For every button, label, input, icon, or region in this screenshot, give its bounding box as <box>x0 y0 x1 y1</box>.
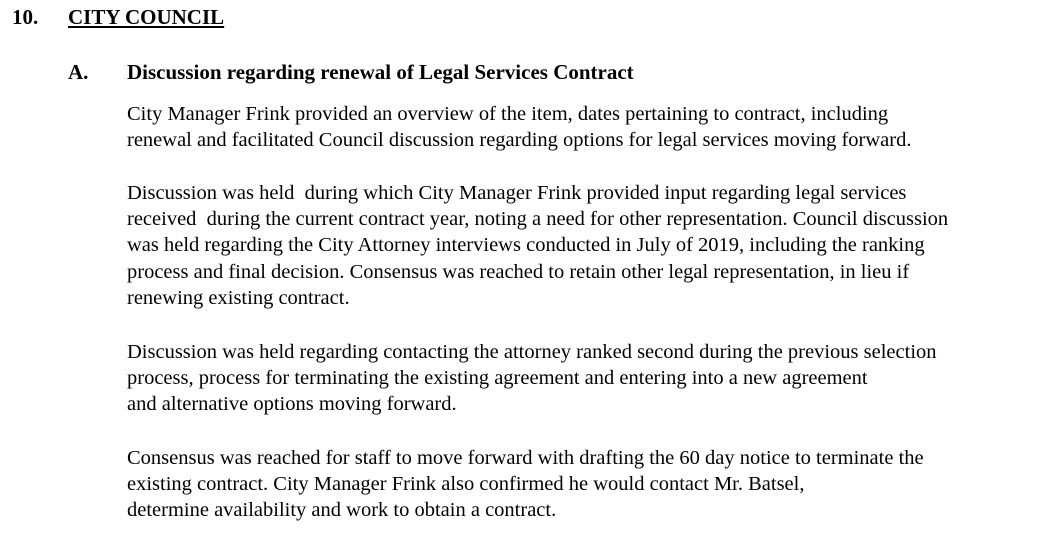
paragraph-line: renewing existing contract. <box>127 286 350 309</box>
paragraph-discussion <box>127 180 948 311</box>
paragraph-overview <box>127 101 911 153</box>
paragraph-line: renewal and facilitated Council discussion regarding options for legal services moving forward. <box>127 129 912 152</box>
paragraph-line: Discussion was held regarding contacting the attorney ranked second during the previous selection <box>127 341 937 363</box>
paragraph-line: City Manager Frink provided an overview of the item, dates pertaining to contract, including <box>127 103 889 125</box>
paragraph-line: process and final decision. Consensus was reached to retain other legal representation, in lieu if <box>127 260 910 283</box>
section-title: CITY COUNCIL <box>68 5 225 29</box>
item-title: Discussion regarding renewal of Legal Services Contract <box>127 60 634 84</box>
paragraph-line: determine availability and work to obtain a contract. <box>127 499 557 522</box>
paragraph-contacting-attorney <box>127 339 937 418</box>
paragraph-consensus <box>127 445 924 524</box>
paragraph-line: Discussion was held during which City Manager Frink provided input regarding legal services <box>127 182 907 204</box>
paragraph-line: received during the current contract year, noting a need for other representation. Council discussion <box>127 208 949 231</box>
paragraph-line: existing contract. City Manager Frink also confirmed he would contact Mr. Batsel, <box>127 473 805 496</box>
paragraph-line: was held regarding the City Attorney interviews conducted in July of 2019, including the ranking <box>127 234 925 257</box>
paragraph-line: process, process for terminating the existing agreement and entering into a new agreement <box>127 367 868 390</box>
paragraph-line: Consensus was reached for staff to move forward with drafting the 60 day notice to terminate the <box>127 447 924 469</box>
paragraph-line: and alternative options moving forward. <box>127 393 457 416</box>
item-letter: A. <box>68 60 89 84</box>
section-number: 10. <box>12 5 39 29</box>
